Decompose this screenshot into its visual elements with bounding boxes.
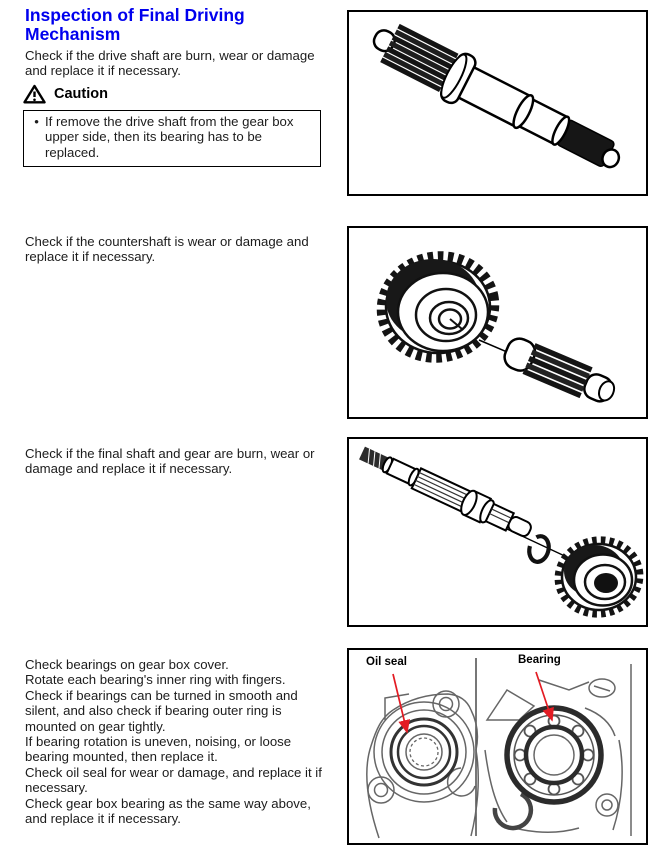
drive-shaft-illustration — [349, 12, 646, 194]
bearing-sentence: Check gear box bearing as the same way above, and replace it if necessary. — [25, 795, 311, 827]
bearing-sentence: Check oil seal for wear or damage, and replace it if necessary. — [25, 764, 322, 796]
final-shaft-figure-frame — [347, 437, 648, 627]
countershaft-illustration — [349, 228, 646, 417]
page-title: Inspection of Final Driving Mechanism — [25, 5, 245, 44]
bearing-sentence: Rotate each bearing's inner ring with fingers. — [25, 672, 286, 688]
caution-heading — [23, 84, 108, 104]
warning-triangle-icon — [23, 84, 46, 104]
countershaft-figure-frame — [347, 226, 648, 419]
bearing-sentence: Check if bearings can be turned in smooth and silent, and also check if bearing outer ring is mounted on gear tightly. — [25, 687, 298, 734]
caution-item — [28, 114, 314, 160]
bearing-sentence: Check bearings on gear box cover. — [25, 657, 229, 672]
bearing-label: Bearing — [518, 654, 561, 666]
bearing-check-paragraph — [25, 657, 335, 826]
countershaft-paragraph: Check if the countershaft is wear or damage and replace it if necessary. — [25, 234, 309, 265]
final-shaft-gear-illustration — [349, 439, 646, 625]
caution-box — [23, 110, 321, 167]
caution-item-text: If remove the drive shaft from the gear box upper side, then its bearing has to be replaced. — [45, 114, 294, 160]
caution-heading-label: Caution — [54, 86, 108, 102]
bearing-figure-frame — [347, 648, 648, 845]
final-shaft-paragraph: Check if the final shaft and gear are burn, wear or damage and replace it if necessary. — [25, 446, 315, 477]
bearing-sentence: If bearing rotation is uneven, noising, or loose bearing mounted, then replace it. — [25, 734, 292, 765]
drive-shaft-figure-frame — [347, 10, 648, 196]
intro-paragraph: Check if the drive shaft are burn, wear or damage and replace it if necessary. — [25, 48, 315, 79]
bullet-glyph: • — [34, 114, 39, 129]
gear-box-bearing-illustration — [349, 650, 646, 843]
oil-seal-label: Oil seal — [366, 656, 407, 668]
